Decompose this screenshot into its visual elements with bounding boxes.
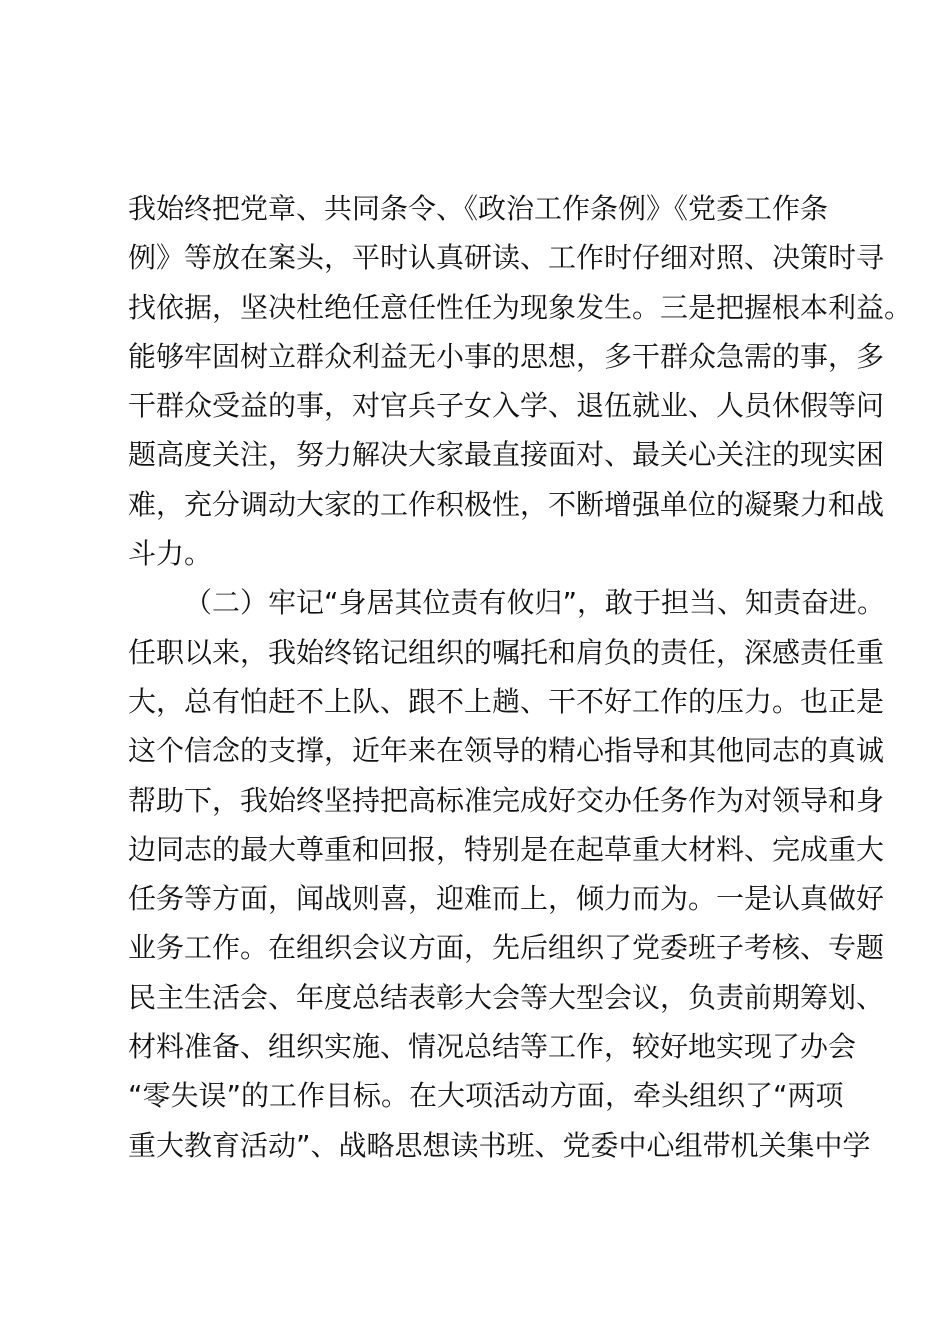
body-text [128,184,913,1170]
text-line: 民主生活会、年度总结表彰大会等大型会议，负责前期筹划、 [128,980,885,1014]
section-heading-line: （二）牢记“身居其位责有攸归”，敢于担当、知责奋进。 [184,586,886,620]
text-line: 能够牢固树立群众利益无小事的思想，多干群众急需的事，多 [128,339,885,373]
text-line: 找依据，坚决杜绝任意任性任为现象发生。三是把握根本利益。 [128,290,913,324]
text-line: 题高度关注，努力解决大家最直接面对、最关心关注的现实困 [128,438,885,472]
text-line: 帮助下，我始终坚持把高标准完成好交办任务作为对领导和身 [128,783,885,817]
text-line: 重大教育活动”、战略思想读书班、党委中心组带机关集中学 [128,1128,871,1162]
text-line: 干群众受益的事，对官兵子女入学、退伍就业、人员休假等问 [128,389,885,423]
text-line: 边同志的最大尊重和回报，特别是在起草重大材料、完成重大 [128,832,885,866]
text-line: 我始终把党章、共同条令、《政治工作条例》《党委工作条 [128,192,829,225]
text-line: 大，总有怕赶不上队、跟不上趟、干不好工作的压力。也正是 [128,684,885,718]
text-line: 业务工作。在组织会议方面，先后组织了党委班子考核、专题 [128,931,885,965]
text-line: 难，充分调动大家的工作积极性，不断增强单位的凝聚力和战 [128,487,885,521]
text-line: 任务等方面，闻战则喜，迎难而上，倾力而为。一是认真做好 [128,882,885,916]
text-line: 材料准备、组织实施、情况总结等工作，较好地实现了办会 [128,1030,857,1064]
text-line: “零失误”的工作目标。在大项活动方面，牵头组织了“两项 [128,1079,844,1113]
text-line: 任职以来，我始终铭记组织的嘱托和肩负的责任，深感责任重 [128,635,885,669]
text-line: 例》等放在案头，平时认真研读、工作时仔细对照、决策时寻 [128,241,885,275]
text-line: 斗力。 [128,537,213,571]
text-line: 这个信念的支撑，近年来在领导的精心指导和其他同志的真诚 [128,734,885,768]
